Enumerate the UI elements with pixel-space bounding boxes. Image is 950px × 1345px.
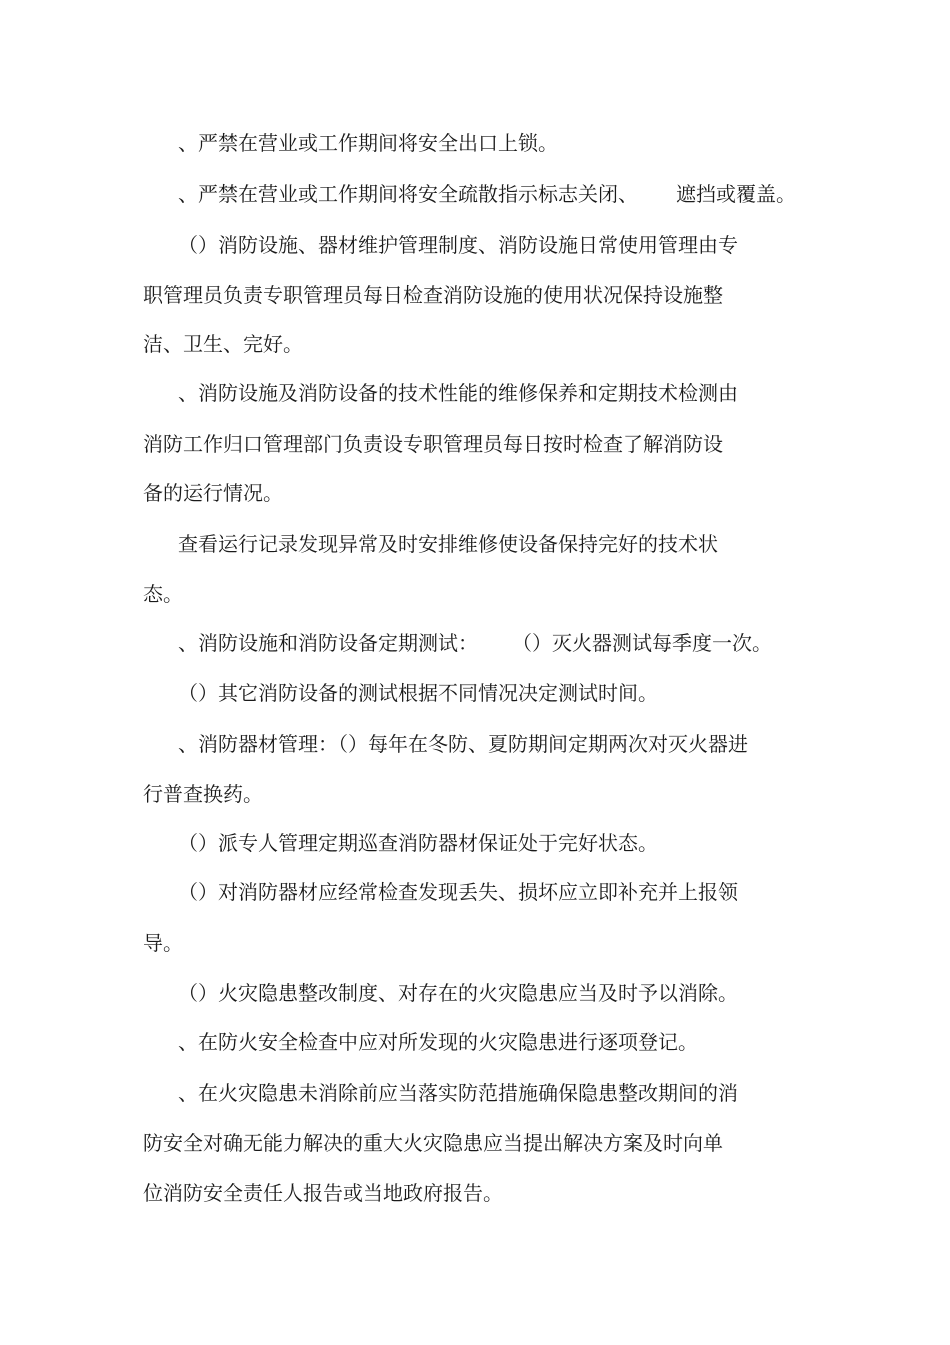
paragraph-segment: 遮挡或覆盖。: [676, 182, 796, 206]
paragraph-line: （）火灾隐患整改制度、对存在的火灾隐患应当及时予以消除。: [178, 981, 738, 1005]
paragraph-segment: 、严禁在营业或工作期间将安全疏散指示标志关闭、: [178, 182, 638, 206]
paragraph-line: 防安全对确无能力解决的重大火灾隐患应当提出解决方案及时向单: [143, 1131, 723, 1155]
paragraph-segment: 、消防设施和消防设备定期测试：: [178, 631, 478, 655]
paragraph-segment: （）灭火器测试每季度一次。: [512, 631, 772, 655]
paragraph-line: 行普查换药。: [143, 782, 263, 806]
paragraph-line: 位消防安全责任人报告或当地政府报告。: [143, 1181, 503, 1205]
paragraph-line: （）派专人管理定期巡查消防器材保证处于完好状态。: [178, 831, 658, 855]
paragraph-line: 消防工作归口管理部门负责设专职管理员每日按时检查了解消防设: [143, 432, 723, 456]
paragraph-line: 查看运行记录发现异常及时安排维修使设备保持完好的技术状: [178, 532, 718, 556]
paragraph-line: 洁、卫生、完好。: [143, 332, 303, 356]
paragraph-line: 态。: [143, 582, 183, 606]
paragraph-line: 、在火灾隐患未消除前应当落实防范措施确保隐患整改期间的消: [178, 1081, 738, 1105]
paragraph-line: 导。: [143, 931, 183, 955]
paragraph-line: 、消防器材管理：（）每年在冬防、夏防期间定期两次对灭火器进: [178, 732, 748, 756]
paragraph-line: 备的运行情况。: [143, 481, 283, 505]
paragraph-line: [178, 630, 772, 656]
paragraph-line: 、消防设施及消防设备的技术性能的维修保养和定期技术检测由: [178, 381, 738, 405]
paragraph-line: （）其它消防设备的测试根据不同情况决定测试时间。: [178, 681, 658, 705]
paragraph-line: （）消防设施、器材维护管理制度、消防设施日常使用管理由专: [178, 233, 738, 257]
paragraph-line: 职管理员负责专职管理员每日检查消防设施的使用状况保持设施整: [143, 283, 723, 307]
paragraph-line: （）对消防器材应经常检查发现丢失、损坏应立即补充并上报领: [178, 880, 738, 904]
paragraph-line: 、在防火安全检查中应对所发现的火灾隐患进行逐项登记。: [178, 1030, 698, 1054]
paragraph-line: [178, 181, 796, 207]
paragraph-line: 、严禁在营业或工作期间将安全出口上锁。: [178, 131, 558, 155]
